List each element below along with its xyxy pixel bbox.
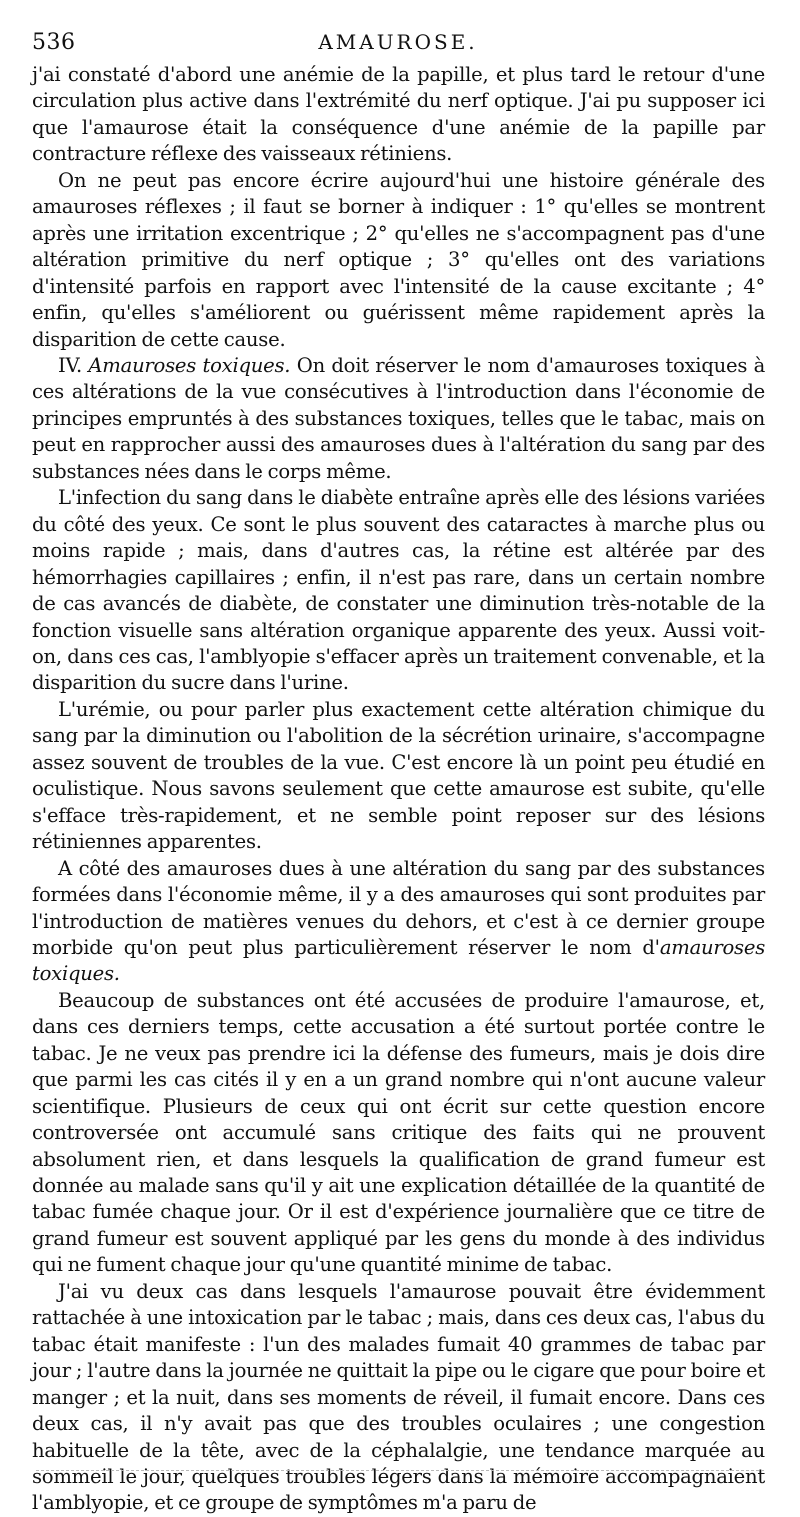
paragraph <box>32 988 765 1279</box>
paragraph <box>32 485 765 697</box>
paragraph <box>32 168 765 353</box>
paragraph-text: On doit réserver le nom d'amauroses toxiques à ces altérations de la vue consécutives à l'introduction dans l'économie de principes empruntés à des substances toxiques, telles que le tabac, mais on peut en rapprocher aussi des amauroses dues à l'altération du sang par des substances nées dans le corps même. <box>32 353 766 483</box>
page-header <box>32 30 764 60</box>
paragraph <box>32 697 765 856</box>
running-title: AMAUROSE. <box>318 30 478 54</box>
paragraph-text: Beaucoup de substances ont été accusées de produire l'amaurose, et, dans ces derniers temps, cette accusation a été surtout portée contre le tabac. Je ne veux pas prendre ici la défense des fumeurs, mais je dois dire que parmi les cas cités il y en a un grand nombre qui n'ont aucune valeur scientifique. Plusieurs de ceux qui ont écrit sur cette question encore controversée ont accumulé sans critique des faits qui ne prouvent absolument rien, et dans lesquels la qualification de grand fumeur est donnée au malade sans qu'il y ait une explication détaillée de la quantité de tabac fumée chaque jour. Or il est d'expérience journalière que ce titre de grand fumeur est souvent appliqué par les gens du monde à des individus qui ne fument chaque jour qu'une quantité minime de tabac. <box>32 988 765 1277</box>
paragraph-text: L'infection du sang dans le diabète entraîne après elle des lésions variées du côté des yeux. Ce sont le plus souvent des cataractes à marche plus ou moins rapide ; mais, dans d'autres cas, la rétine est altérée par des hémorrhagies capillaires ; enfin, il n'est pas rare, dans un certain nombre de cas avancés de diabète, de constater une diminution très-notable de la fonction visuelle sans altération organique apparente des yeux. Aussi voit-on, dans ces cas, l'amblyopie s'effacer après un traitement convenable, et la disparition du sucre dans l'urine. <box>32 486 765 695</box>
paragraph-text: j'ai constaté d'abord une anémie de la papille, et plus tard le retour d'une circulation plus active dans l'extrémité du nerf optique. J'ai pu supposer ici que l'amaurose était la conséquence d'une anémie de la papille par contracture réflexe des vaisseaux rétiniens. <box>32 63 765 166</box>
paragraph-text: A côté des amauroses dues à une altération du sang par des substances formées dans l'économie même, il y a des amauroses qui sont produites par l'introduction de matières venues du dehors, et c'est à ce dernier groupe morbide qu'on peut plus particulièrement réserver le nom d' <box>32 856 765 959</box>
footer-rule <box>36 1470 764 1471</box>
body-text <box>32 62 765 1517</box>
section-number: IV. <box>58 353 82 377</box>
section-title: Amauroses toxiques. <box>88 353 291 377</box>
paragraph <box>32 1279 765 1517</box>
section-paragraph <box>32 353 765 485</box>
paragraph <box>32 856 765 988</box>
paragraph-text: L'urémie, ou pour parler plus exactement cette altération chimique du sang par la diminution ou l'abolition de la sécrétion urinaire, s'accompagne assez souvent de troubles de la vue. C'est encore là un point peu étudié en oculistique. Nous savons seulement que cette amaurose est subite, qu'elle s'efface très-rapidement, et ne semble point reposer sur des lésions rétiniennes apparentes. <box>32 697 765 854</box>
paragraph-text: J'ai vu deux cas dans lesquels l'amaurose pouvait être évidemment rattachée à une intoxication par le tabac ; mais, dans ces deux cas, l'abus du tabac était manifeste : l'un des malades fumait 40 grammes de tabac par jour ; l'autre dans la journée ne quittait la pipe ou le cigare que pour boire et manger ; et la nuit, dans ses moments de réveil, il fumait encore. Dans ces deux cas, il n'y avait pas que des troubles oculaires ; une congestion habituelle de la tête, avec de la céphalalgie, une tendance marquée au sommeil le jour, quelques troubles légers dans la mémoire accompagnaient l'amblyopie, et ce groupe de symptômes m'a paru de <box>32 1279 765 1515</box>
italic-term: amauroses toxiques. <box>32 935 765 986</box>
paragraph <box>32 62 765 168</box>
page-number: 536 <box>32 30 76 55</box>
paragraph-text: On ne peut pas encore écrire aujourd'hui une histoire générale des amauroses réflexes ; il faut se borner à indiquer : 1° qu'elles se montrent après une irritation excentrique ; 2° qu'elles ne s'accompagnent pas d'une altération primitive du nerf optique ; 3° qu'elles ont des variations d'intensité parfois en rapport avec l'intensité de la cause excitante ; 4° enfin, qu'elles s'améliorent ou guérissent même rapidement après la disparition de cette cause. <box>32 168 765 351</box>
